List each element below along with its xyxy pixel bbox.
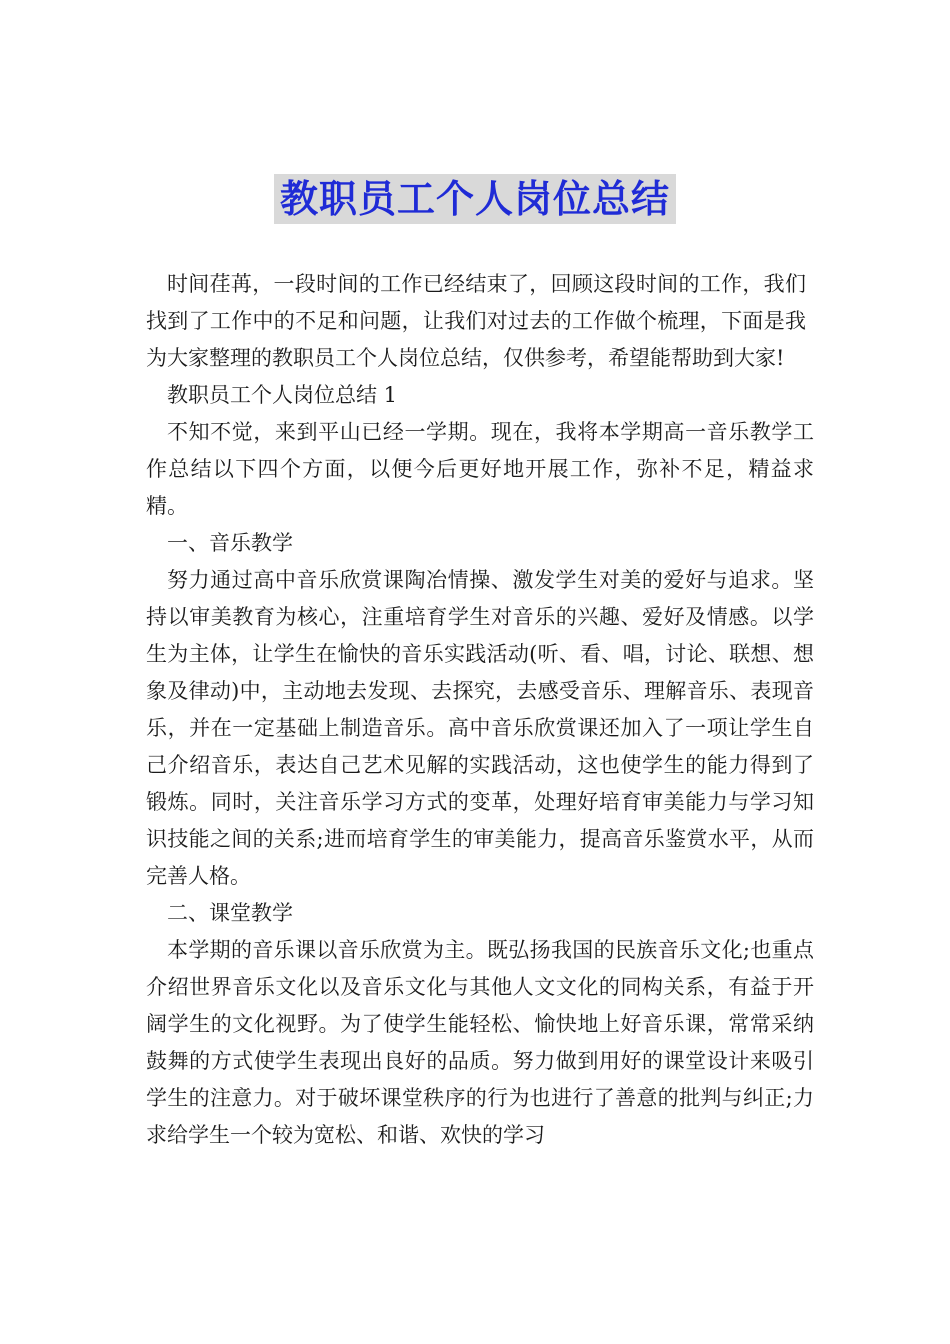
document-body xyxy=(146,266,814,1154)
section-title: 教职员工个人岗位总结 1 xyxy=(167,383,398,407)
document-title: 教职员工个人岗位总结 xyxy=(274,174,676,224)
paragraph-classroom-teaching: 本学期的音乐课以音乐欣赏为主。既弘扬我国的民族音乐文化;也重点介绍世界音乐文化以及音乐文化与其他人文文化的同构关系，有益于开阔学生的文化视野。为了使学生能轻松、愉快地上好音乐课，常常采纳鼓舞的方式使学生表现出良好的品质。努力做到用好的课堂设计来吸引学生的注意力。对于破坏课堂秩序的行为也进行了善意的批判与纠正;力求给学生一个较为宽松、和谐、欢快的学习 xyxy=(146,938,814,1147)
title-container xyxy=(0,174,950,224)
intro-paragraph: 时间荏苒，一段时间的工作已经结束了，回顾这段时间的工作，我们找到了工作中的不足和问题，让我们对过去的工作做个梳理，下面是我为大家整理的教职员工个人岗位总结，仅供参考，希望能帮助到大家! xyxy=(146,272,806,370)
heading-classroom-teaching: 二、课堂教学 xyxy=(167,901,293,925)
heading-music-teaching: 一、音乐教学 xyxy=(167,531,293,555)
opening-paragraph: 不知不觉，来到平山已经一学期。现在，我将本学期高一音乐教学工作总结以下四个方面，以便今后更好地开展工作，弥补不足，精益求精。 xyxy=(146,420,814,518)
paragraph-music-teaching: 努力通过高中音乐欣赏课陶冶情操、激发学生对美的爱好与追求。坚持以审美教育为核心，注重培育学生对音乐的兴趣、爱好及情感。以学生为主体，让学生在愉快的音乐实践活动(听、看、唱，讨论、联想、想象及律动)中，主动地去发现、去探究，去感受音乐、理解音乐、表现音乐，并在一定基础上制造音乐。高中音乐欣赏课还加入了一项让学生自己介绍音乐，表达自己艺术见解的实践活动，这也使学生的能力得到了锻炼。同时，关注音乐学习方式的变革，处理好培育审美能力与学习知识技能之间的关系;进而培育学生的审美能力，提高音乐鉴赏水平，从而完善人格。 xyxy=(146,568,814,888)
